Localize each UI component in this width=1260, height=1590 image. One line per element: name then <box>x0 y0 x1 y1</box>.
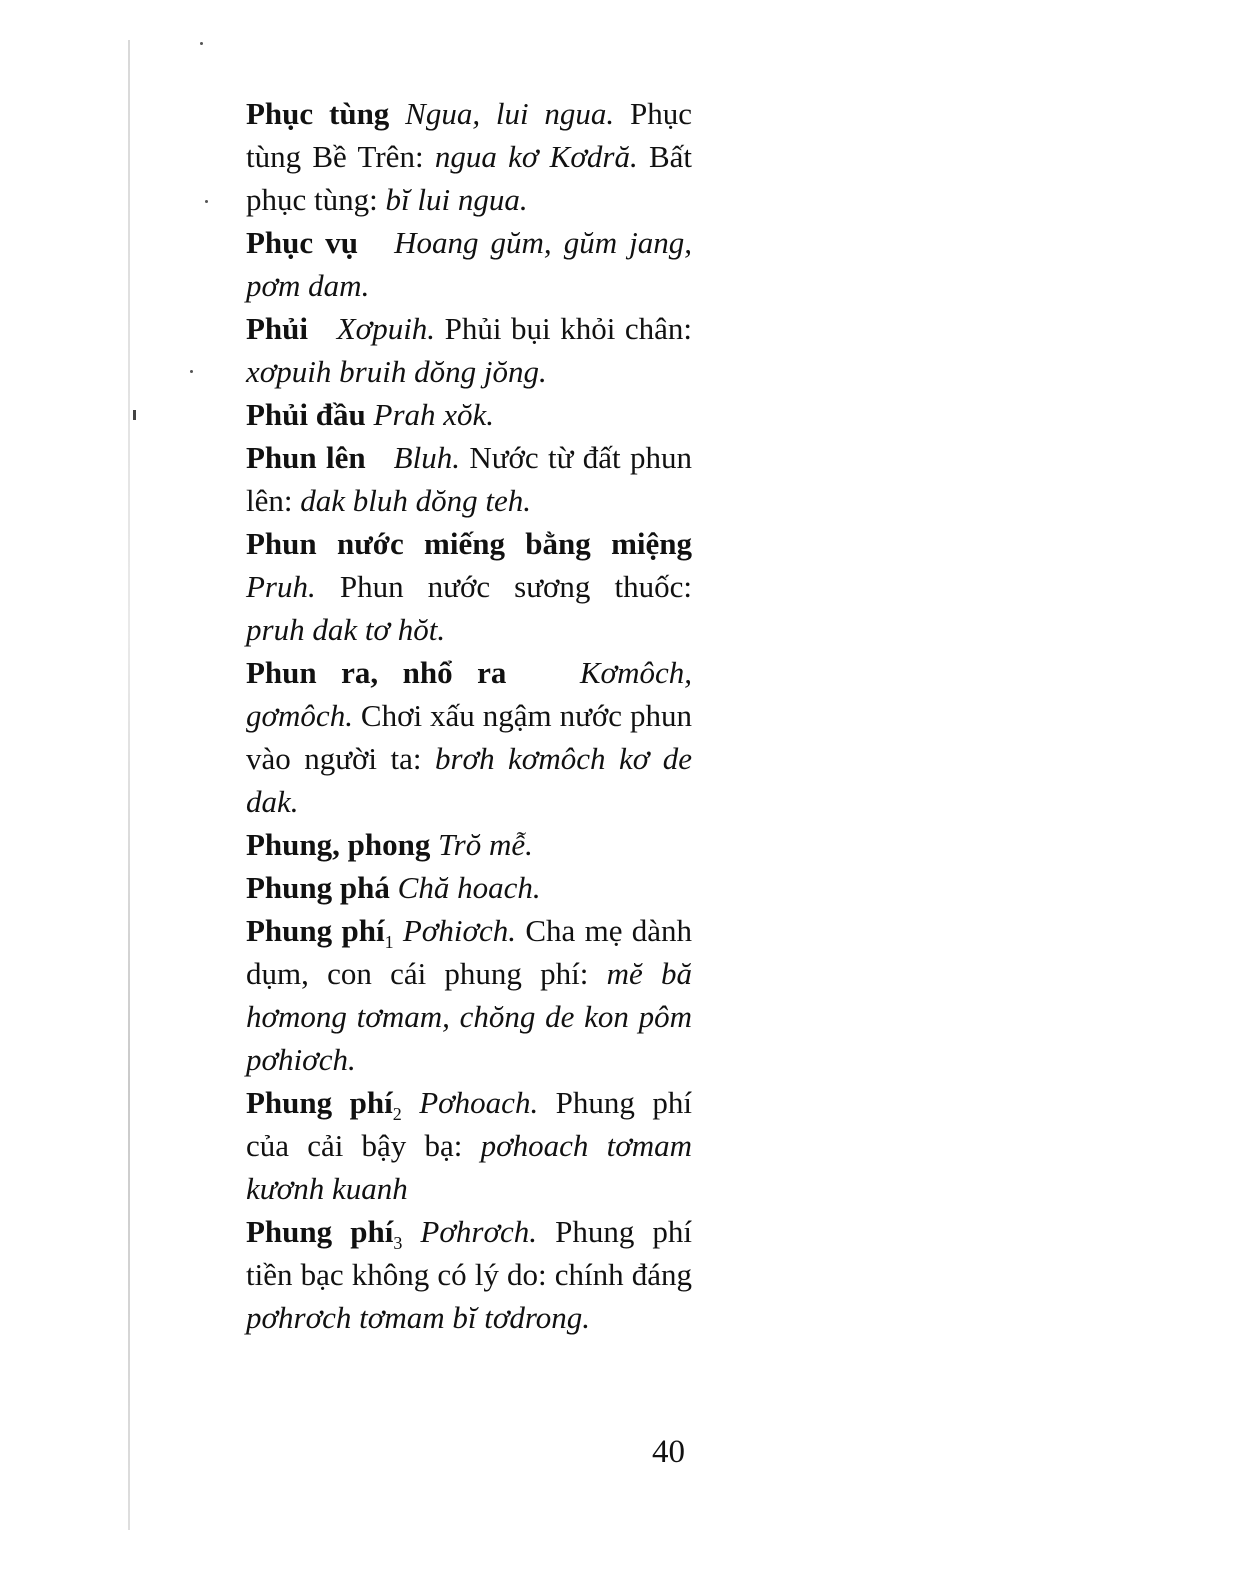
example-translation: bĭ lui ngua. <box>385 182 528 217</box>
translation: Kơmôch, gơmôch. <box>246 655 692 733</box>
translation: Pơhrơch. <box>420 1214 538 1249</box>
headword: Phủi <box>246 311 309 346</box>
example-translation: brơh kơmôch kơ de dak. <box>246 741 692 819</box>
example-translation: mĕ bă hơmong tơmam, chŏng de kon pôm pơhiơch. <box>246 956 692 1077</box>
translation: Bluh. <box>393 440 460 475</box>
translation: Ngua, lui ngua. <box>405 96 615 131</box>
dictionary-entry <box>246 436 692 522</box>
translation: Xơpuih. <box>336 311 436 346</box>
page-number: 40 <box>652 1434 685 1470</box>
scan-speck <box>205 200 208 203</box>
dictionary-entry <box>246 307 692 393</box>
dictionary-entries <box>246 92 692 1339</box>
dictionary-entry <box>246 221 692 307</box>
dictionary-entry <box>246 92 692 221</box>
example-translation: ngua kơ Kơdră. <box>434 139 638 174</box>
scan-speck <box>200 42 203 45</box>
translation: Pơhiơch. <box>402 913 517 948</box>
binding-edge-shadow <box>128 40 130 1530</box>
example-translation: dak bluh dŏng teh. <box>300 483 531 518</box>
binding-mark <box>133 410 136 420</box>
headword: Phục tùng <box>246 96 390 131</box>
headword: Phun lên <box>246 440 366 475</box>
dictionary-entry <box>246 522 692 651</box>
headword: Phun nước miếng bằng miệng <box>246 526 692 561</box>
example: Nước từ đất phun lên: <box>246 440 693 518</box>
dictionary-entry <box>246 1210 692 1339</box>
translation: Prah xŏk. <box>373 397 495 432</box>
headword: Phục vụ <box>246 225 358 260</box>
headword: Phun ra, nhổ ra <box>246 655 507 690</box>
example: Cha mẹ dành dụm, con cái phung phí: <box>246 913 693 991</box>
headword: Phung phá <box>246 870 390 905</box>
translation: Pruh. <box>246 569 316 604</box>
headword: Phung phí$_2$ <box>246 1085 402 1125</box>
headword: Phung phí$_3$ <box>246 1214 403 1254</box>
example: Phung phí tiền bạc không có lý do: chính đáng <box>246 1214 693 1292</box>
example: Phun nước sương thuốc: <box>339 569 692 604</box>
example: Chơi xấu ngậm nước phun vào người ta: <box>246 698 692 776</box>
sense-number: 3 <box>393 1233 403 1254</box>
translation: Hoang gŭm, gŭm jang, pơm dam. <box>246 225 693 303</box>
example-translation: pơhoach tơmam kươnh kuanh <box>246 1128 693 1206</box>
translation: Pơhoach. <box>419 1085 539 1120</box>
dictionary-entry <box>246 823 692 866</box>
headword: Phủi đầu <box>246 397 366 432</box>
translation: Trŏ mễ. <box>438 827 533 862</box>
dictionary-entry <box>246 909 692 1081</box>
example-translation: pơhrơch tơmam bĭ tơdrong. <box>246 1300 591 1335</box>
example: Phung phí của cải bậy bạ: <box>246 1085 692 1163</box>
example: Phủi bụi khỏi chân: <box>444 311 693 346</box>
headword: Phung, phong <box>246 827 431 862</box>
dictionary-entry <box>246 651 692 823</box>
dictionary-entry <box>246 866 692 909</box>
sense-number: 2 <box>392 1104 402 1125</box>
translation: Chă hoach. <box>397 870 541 905</box>
example: Bất phục tùng: <box>246 139 693 217</box>
sense-number: 1 <box>384 932 394 953</box>
example-translation: pruh dak tơ hŏt. <box>246 612 446 647</box>
example: Phục tùng Bề Trên: <box>246 96 693 174</box>
dictionary-entry <box>246 1081 692 1210</box>
example-translation: xơpuih bruih dŏng jŏng. <box>246 354 547 389</box>
dictionary-entry <box>246 393 692 436</box>
scan-speck <box>190 370 193 373</box>
headword: Phung phí$_1$ <box>246 913 394 953</box>
